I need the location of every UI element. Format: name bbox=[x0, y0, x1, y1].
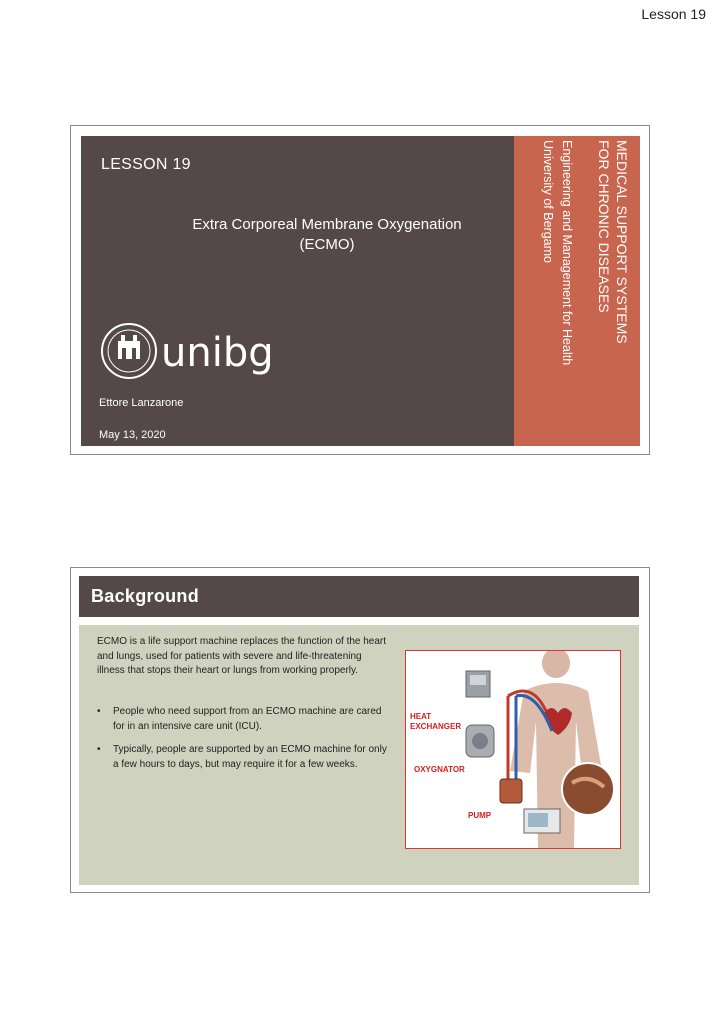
bullet-text: People who need support from an ECMO machine are cared for in an intensive care unit (ICU). bbox=[113, 706, 382, 732]
label-heat-exchanger: HEAT EXCHANGER bbox=[410, 712, 462, 731]
slide-title: Background bbox=[91, 586, 200, 606]
course-title-line-1: MEDICAL SUPPORT SYSTEMS bbox=[614, 140, 630, 344]
date: May 13, 2020 bbox=[99, 429, 166, 441]
logo-wordmark: unibg bbox=[161, 330, 274, 376]
slide-header bbox=[79, 576, 639, 617]
bullet-item bbox=[97, 743, 392, 772]
page-header-lesson: Lesson 19 bbox=[641, 6, 706, 22]
bullet-icon: • bbox=[97, 744, 101, 755]
label-pump: PUMP bbox=[468, 811, 492, 820]
unibg-logo bbox=[101, 321, 281, 381]
title-panel bbox=[81, 136, 573, 446]
intro-paragraph: ECMO is a life support machine replaces the function of the heart and lungs, used for patients with severe and life-threatening illness that stops their heart or lungs from working properly. bbox=[97, 636, 387, 676]
slide-content bbox=[79, 625, 639, 885]
bullet-list bbox=[97, 705, 392, 781]
background-slide bbox=[70, 567, 650, 893]
program-name: Engineering and Management for Health bbox=[560, 140, 574, 366]
ecmo-diagram bbox=[405, 650, 621, 849]
title-slide bbox=[70, 125, 650, 455]
bullet-text: Typically, people are supported by an ECMO machine for only a few hours to days, but may require it for a few weeks. bbox=[113, 744, 387, 770]
university-name: University of Bergamo bbox=[541, 140, 555, 263]
bullet-icon: • bbox=[97, 706, 101, 717]
lesson-label: LESSON 19 bbox=[101, 156, 191, 173]
course-title-line-2: FOR CHRONIC DISEASES bbox=[596, 140, 612, 313]
course-side-panel bbox=[514, 136, 640, 446]
author: Ettore Lanzarone bbox=[99, 397, 184, 409]
subtitle-line-1: Extra Corporeal Membrane Oxygenation bbox=[192, 216, 462, 233]
bullet-item bbox=[97, 705, 392, 734]
ecmo-illustration bbox=[406, 651, 620, 848]
subtitle-line-2: (ECMO) bbox=[299, 236, 355, 253]
label-oxygenator: OXYGNATOR bbox=[414, 765, 465, 774]
